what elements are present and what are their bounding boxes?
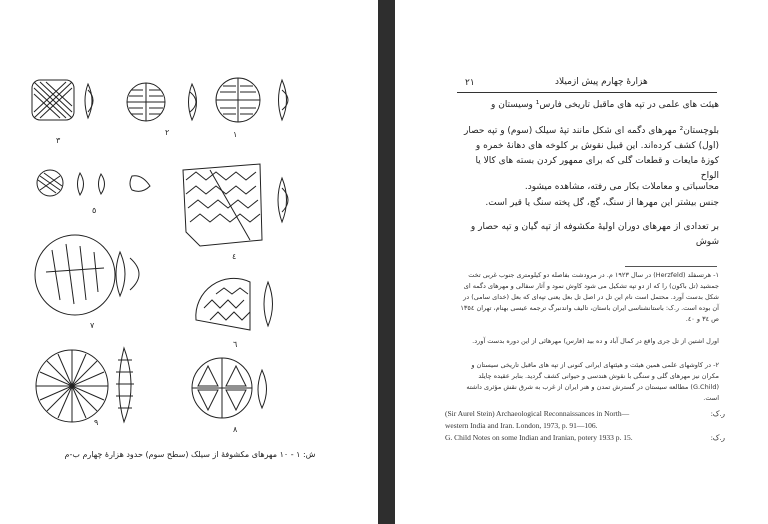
header-rule <box>457 92 717 93</box>
figure-number: ٥ <box>92 206 97 215</box>
figure-number: ٨ <box>233 425 238 434</box>
body-paragraph: هیئت های علمی در تپه های ماقبل تاریخی فارس¹ وسیستان و <box>491 100 719 110</box>
reference-row <box>445 408 725 420</box>
footnote: ٢- در کاوشهای علمی همین هیئت و هیئتهای ایرانی کنونی از تپه های ماقبل تاریخی سیستان و مکران نیز مهرهای گلی و سنگی با نقوش هندسی و حیوانی کشف گردید. بنابر عقیده چایلد (G.Child) مطالعه سیستان در گسترش تمدن و هنر ایران از غرب به شرق نقش مؤثری داشته است. <box>466 361 719 402</box>
references <box>445 408 725 444</box>
seal-8-drawing <box>192 358 267 418</box>
page-gutter <box>378 0 395 524</box>
reference-row <box>445 420 725 432</box>
seal-9-drawing <box>36 348 134 422</box>
seal-3-drawing <box>32 80 93 120</box>
figure-number: ٤ <box>232 252 237 261</box>
seal-7-drawing <box>35 235 139 315</box>
figure-number: ٧ <box>90 321 95 330</box>
seal-illustrations <box>0 0 378 524</box>
figure-number: ٦ <box>233 340 238 349</box>
page-number: ٢١ <box>465 78 475 88</box>
footnote: ١- هرتسفلد (Herzfeld) در سال ١٩٢٣ م. در مرودشت بفاصله دو کیلومتری جنوب غربی تخت جمشید (تل باکون) را که از دو تپه تشکیل می شود کاوش نمود و آثار سفالی و مهرهای دگمه ای شکل بدست آورد. محتمل است نام این تل در اصل تل بعل یعنی تپه‌ای که بعل (خدای سامی) در آن بوده است. ر.ک: باستانشناسی ایران باستان، تالیف واندنبرگ ترجمه عیسی بهنام، تهران ١٣٥٤ ص ٣٤ و ٤٠. <box>460 271 719 323</box>
figure-number: ٩ <box>94 418 99 427</box>
reference-key: ر.ک: <box>710 433 725 442</box>
seal-5-drawing <box>37 170 150 196</box>
footnote-rule <box>625 266 717 267</box>
reference-text: G. Child Notes on some Indian and Iranian, potery 1933 p. 15. <box>445 433 633 442</box>
body-paragraph: جنس بیشتر این مهرها از سنگ، گچ، گل پخته سنگ یا قیر است. <box>485 198 719 208</box>
seal-1-drawing <box>216 78 288 122</box>
seal-4-drawing <box>183 164 288 246</box>
running-head: هزارهٔ چهارم پیش ازمیلاد <box>555 77 648 87</box>
body-paragraph: بر تعدادی از مهرهای دوران اولیهٔ مکشوفه از تپه گیان و تپه حصار و شوش <box>470 222 719 247</box>
reference-text: (Sir Aurel Stein) Archaeological Reconnaissances in North— <box>445 409 630 418</box>
footnote: اورل اشتین از تل جری واقع در کمال آباد و ده بید (فارس) مهرهائی از این دوره بدست آورد. <box>472 337 719 345</box>
figure-number: ٢ <box>165 128 170 137</box>
seal-2-drawing <box>127 83 197 121</box>
reference-row <box>445 432 725 444</box>
seal-6-drawing <box>196 278 273 330</box>
reference-key: ر.ک: <box>710 409 725 418</box>
left-page <box>0 0 378 524</box>
figure-caption: ش: ١ - ١٠ مهرهای مکشوفهٔ از سیلک (سطح سوم) حدود هزارهٔ چهارم ب-م <box>64 450 316 459</box>
figure-number: ١ <box>233 130 238 139</box>
figure-number: ٣ <box>56 136 61 145</box>
body-paragraph: محاسباتی و معاملات بکار می رفته، مشاهده میشود. <box>524 182 719 192</box>
body-paragraph: بلوچستان² مهرهای دگمه ای شکل مانند تپهٔ سیلک (سوم) و تپه حصار (اول) کشف کرده‌اند. این قبیل نقوش بر کلوخه های دهانهٔ خمره و کوزهٔ مایعات و قطعات گلی که برای ممهور کردن بسته های کالا یا الواح <box>463 126 719 181</box>
right-page <box>395 0 768 524</box>
reference-text: western India and Iran. London, 1973, p. 91—106. <box>445 421 598 430</box>
